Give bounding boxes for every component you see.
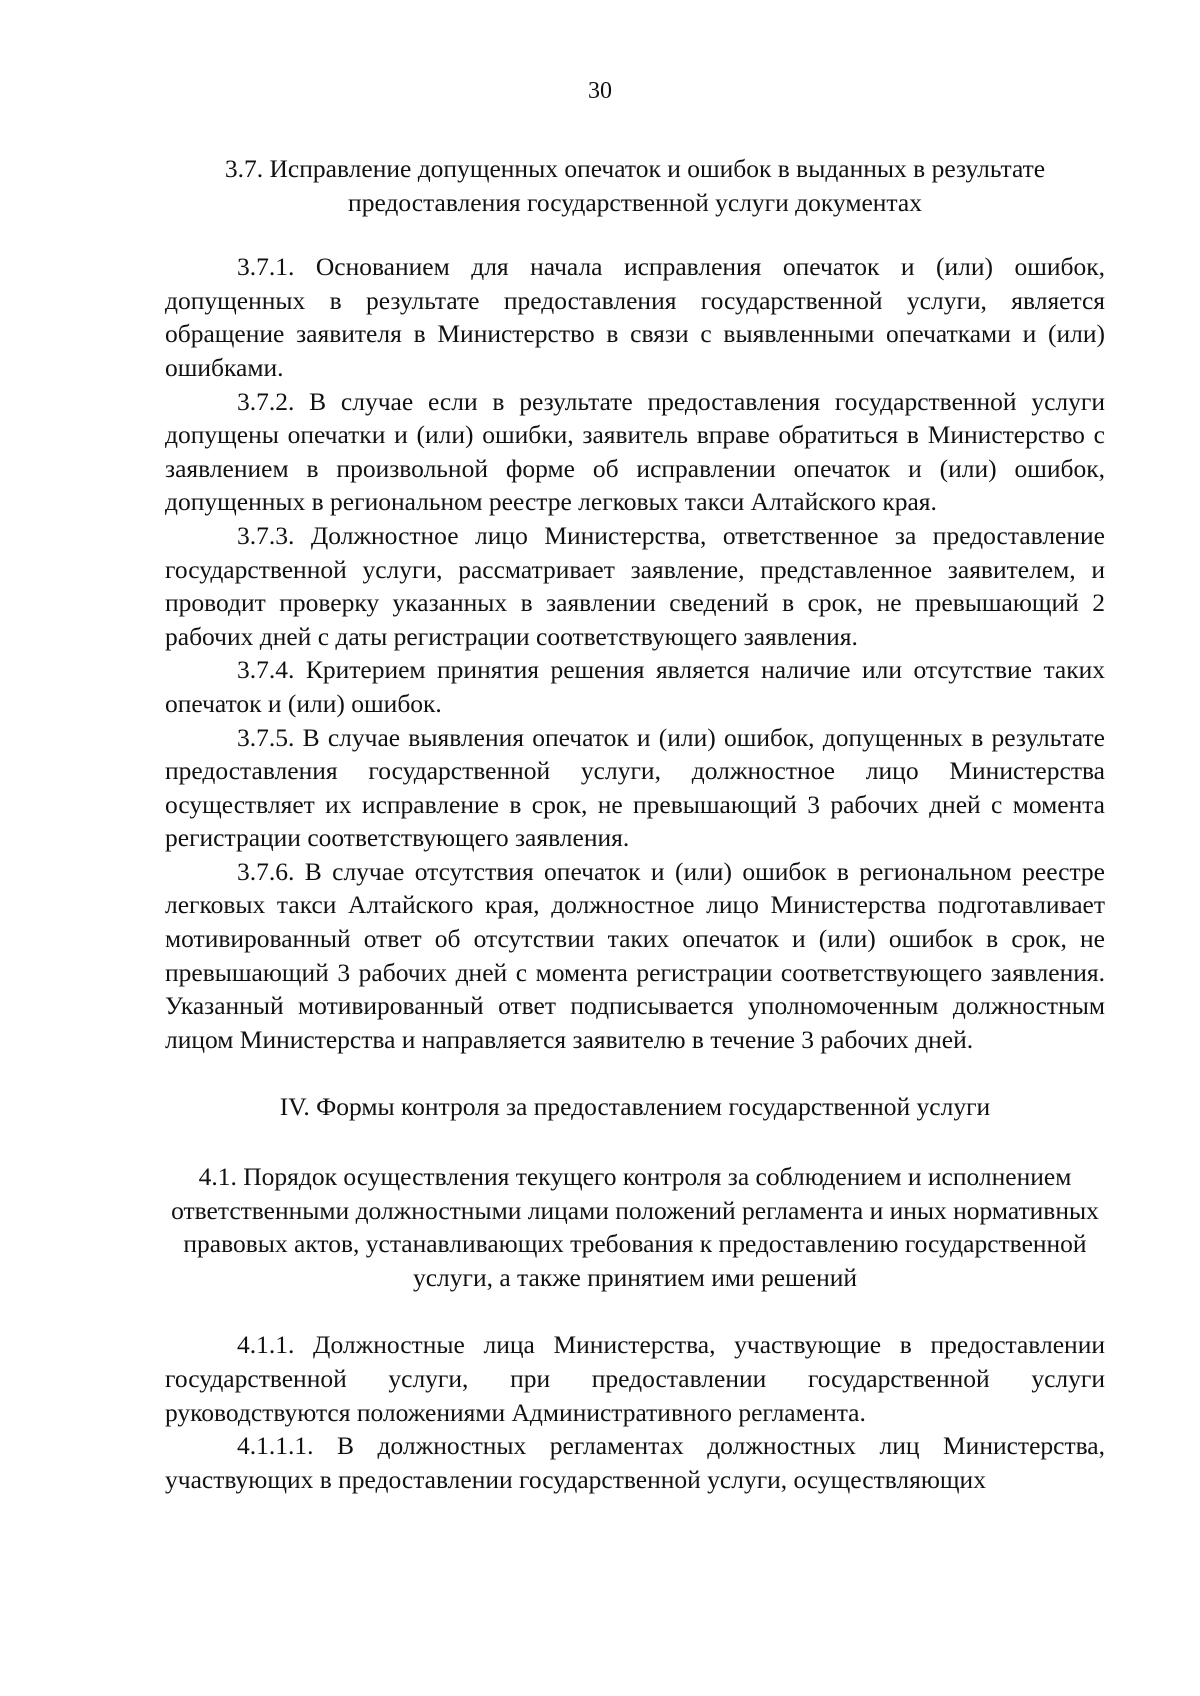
section-4-heading: IV. Формы контроля за предоставлением государственной услуги [279, 1092, 991, 1122]
paragraph-3-7-5: 3.7.5. В случае выявления опечаток и (или) ошибок, допущенных в результате предоставления государственной услуги, должностное лицо Министерства осуществляет их исправление в срок, не превышающий 3 рабочих дней с момента регистрации соответствующего заявления. [165, 722, 1105, 853]
paragraph-3-7-6: 3.7.6. В случае отсутствия опечаток и (или) ошибок в региональном реестре легковых такси Алтайского края, должностное лицо Министерства подготавливает мотивированный ответ об отсутствии таких опечаток и (или) ошибок в срок, не превышающий 3 рабочих дней с момента регистрации соответствующего заявления. Указанный мотивированный ответ подписывается уполномоченным должностным лицом Министерства и направляется заявителю в течение 3 рабочих дней. [165, 856, 1105, 1054]
paragraph-3-7-3: 3.7.3. Должностное лицо Министерства, ответственное за предоставление государственной услуги, рассматривает заявление, представленное заявителем, и проводит проверку указанных в заявлении сведений в срок, не превышающий 2 рабочих дней с даты регистрации соответствующего заявления. [165, 520, 1105, 651]
paragraph-4-1-1-1: 4.1.1.1. В должностных регламентах должностных лиц Министерства, участвующих в предоставлении государственной услуги, осуществляющих [165, 1431, 1105, 1494]
section-4-1-heading: 4.1. Порядок осуществления текущего контроля за соблюдением и исполнением ответственными должностными лицами положений регламента и иных нормативных правовых актов, устанавливающих требования к предоставлению государственной услуги, а также принятием ими решений [171, 1162, 1099, 1292]
paragraph-3-7-1: 3.7.1. Основанием для начала исправления опечаток и (или) ошибок, допущенных в результате предоставления государственной услуги, является обращение заявителя в Министерство в связи с выявленными опечатками и (или) ошибками. [165, 252, 1105, 382]
section-3-7-heading: 3.7. Исправление допущенных опечаток и ошибок в выданных в результате предоставления государственной услуги документах [224, 154, 1046, 217]
page-number: 30 [588, 78, 612, 104]
document-body [165, 152, 1105, 1496]
paragraph-3-7-2: 3.7.2. В случае если в результате предоставления государственной услуги допущены опечатки и (или) ошибки, заявитель вправе обратиться в Министерство с заявлением в произвольной форме об исправлении опечаток и (или) ошибок, допущенных в региональном реестре легковых такси Алтайского края. [165, 386, 1105, 517]
paragraph-4-1-1: 4.1.1. Должностные лица Министерства, участвующие в предоставлении государственной услуги, при предоставлении государственной услуги руководствуются положениями Административного регламента. [165, 1330, 1105, 1427]
paragraph-3-7-4: 3.7.4. Критерием принятия решения является наличие или отсутствие таких опечаток и (или) ошибок. [165, 655, 1105, 718]
